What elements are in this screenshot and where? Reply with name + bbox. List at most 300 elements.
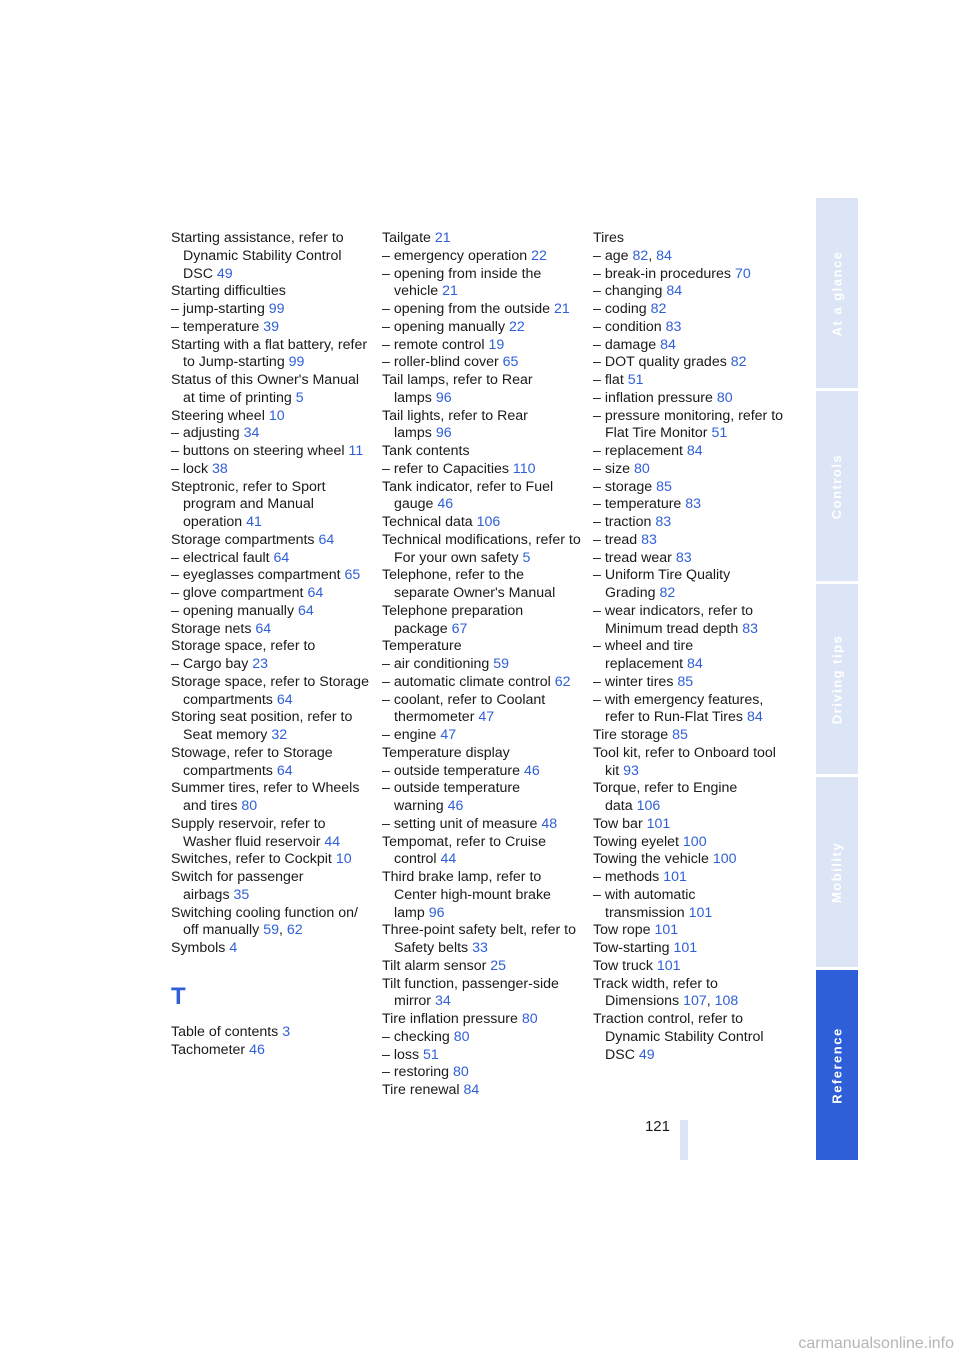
index-term: – traction bbox=[593, 514, 652, 530]
page-reference-link[interactable]: 64 bbox=[273, 549, 290, 566]
sidebar-tab-reference[interactable] bbox=[816, 970, 858, 1160]
index-entry bbox=[171, 603, 371, 621]
index-entry bbox=[171, 940, 371, 958]
index-entry bbox=[171, 479, 371, 532]
page-reference-link[interactable]: 22 bbox=[509, 318, 525, 335]
page-reference-link[interactable]: 101 bbox=[654, 922, 679, 939]
index-entry bbox=[382, 674, 582, 692]
index-term: Status of this Owner's Manual at time of printing bbox=[171, 372, 360, 406]
index-entry bbox=[593, 443, 793, 461]
index-term: – storage bbox=[593, 478, 653, 495]
index-term: Storage compartments bbox=[171, 531, 315, 548]
page-reference-link[interactable]: 83 bbox=[641, 531, 657, 548]
page-reference-link[interactable]: 84 bbox=[746, 709, 763, 726]
page-reference-link[interactable]: 93 bbox=[623, 762, 639, 779]
page-reference-link[interactable]: 84 bbox=[660, 336, 676, 353]
page-reference-link[interactable]: 44 bbox=[440, 851, 457, 868]
page-reference-link[interactable]: 99 bbox=[288, 354, 305, 371]
page-reference-link[interactable]: 82 bbox=[650, 301, 667, 317]
index-entry bbox=[382, 319, 582, 337]
index-term: – DOT quality grades bbox=[593, 354, 727, 371]
page-reference-link[interactable]: 34 bbox=[435, 993, 451, 1010]
page-reference-link[interactable]: 33 bbox=[472, 940, 488, 956]
index-entry bbox=[593, 479, 793, 497]
index-entry bbox=[593, 816, 793, 834]
index-entry bbox=[382, 1064, 582, 1082]
index-term: – size bbox=[593, 460, 631, 477]
index-term: – changing bbox=[593, 283, 663, 300]
index-entry bbox=[593, 532, 793, 550]
page-reference-link[interactable]: 51 bbox=[423, 1046, 439, 1063]
index-entry bbox=[593, 461, 793, 479]
page-reference-link[interactable]: 35 bbox=[233, 886, 250, 903]
index-term: Storing seat position, refer to Seat memory bbox=[171, 709, 353, 743]
page-reference-link[interactable]: 59 bbox=[263, 922, 279, 939]
index-term: – Uniform Tire Quality Grading bbox=[593, 567, 731, 601]
page-reference-link[interactable]: 82 bbox=[632, 247, 649, 264]
index-term: Tank indicator, refer to Fuel gauge bbox=[382, 478, 554, 513]
index-entry bbox=[171, 443, 371, 461]
index-entry bbox=[593, 283, 793, 301]
index-entry bbox=[382, 532, 582, 568]
page-reference-link[interactable]: 39 bbox=[263, 318, 280, 335]
index-entry bbox=[171, 567, 371, 585]
page-reference-link[interactable]: 59 bbox=[493, 656, 509, 672]
page-reference-link[interactable]: 4 bbox=[229, 940, 238, 956]
index-entry bbox=[171, 1024, 371, 1042]
index-entry bbox=[382, 869, 582, 922]
index-entry bbox=[593, 869, 793, 887]
index-entry bbox=[382, 727, 582, 745]
index-entry bbox=[593, 780, 793, 816]
page-reference-link[interactable]: 21 bbox=[442, 283, 458, 300]
index-term: Tail lights, refer to Rear lamps bbox=[382, 407, 528, 442]
index-term: – flat bbox=[593, 372, 624, 388]
page-reference-link[interactable]: 96 bbox=[428, 904, 445, 921]
index-term: Symbols bbox=[171, 940, 226, 956]
index-entry bbox=[593, 301, 793, 319]
index-entry bbox=[593, 958, 793, 976]
index-term: – tread wear bbox=[593, 549, 672, 566]
index-entry bbox=[382, 1011, 582, 1029]
index-entry bbox=[382, 1082, 582, 1100]
index-term: Starting with a flat battery, refer to Jump-starting bbox=[171, 336, 368, 371]
index-term: Tire storage bbox=[593, 727, 669, 743]
index-term: Tow bar bbox=[593, 815, 643, 832]
sidebar-tab-label: Reference bbox=[829, 1026, 845, 1104]
index-entry bbox=[382, 408, 582, 444]
index-entry bbox=[593, 408, 793, 444]
index-entry bbox=[171, 656, 371, 674]
index-term: Tank contents bbox=[382, 443, 470, 459]
index-entry bbox=[382, 816, 582, 834]
page-reference-link[interactable]: 21 bbox=[434, 230, 451, 246]
index-term: Temperature bbox=[382, 638, 462, 655]
page-reference-link[interactable]: 85 bbox=[672, 727, 688, 743]
page-reference-link[interactable]: 10 bbox=[268, 407, 285, 424]
index-term: Tow-starting bbox=[593, 940, 670, 956]
index-term: Switches, refer to Cockpit bbox=[171, 851, 332, 868]
page-reference-link[interactable]: 96 bbox=[435, 425, 452, 442]
index-term: – wheel and tire replacement bbox=[593, 638, 694, 672]
index-entry bbox=[593, 887, 793, 923]
page-reference-link[interactable]: 10 bbox=[335, 851, 352, 868]
page-reference-link[interactable]: 83 bbox=[742, 620, 758, 637]
page-reference-link[interactable]: 41 bbox=[246, 514, 262, 530]
index-term: – damage bbox=[593, 336, 657, 353]
page-reference-link[interactable]: 46 bbox=[523, 762, 540, 779]
index-entry bbox=[593, 266, 793, 284]
index-term: – methods bbox=[593, 869, 660, 885]
index-term: Tire renewal bbox=[382, 1082, 460, 1098]
page-reference-link[interactable]: 101 bbox=[656, 957, 681, 974]
page-reference-link[interactable]: 64 bbox=[276, 691, 293, 708]
index-term: Tilt alarm sensor bbox=[382, 957, 487, 974]
page-reference-link[interactable]: 107 bbox=[683, 993, 707, 1010]
index-term: – checking bbox=[382, 1028, 450, 1045]
index-entry bbox=[171, 425, 371, 443]
index-term: – electrical fault bbox=[171, 549, 270, 566]
page-reference-link[interactable]: 64 bbox=[307, 585, 324, 601]
index-term: – eyeglasses compartment bbox=[171, 567, 341, 584]
index-entry bbox=[382, 567, 582, 603]
index-term: Steptronic, refer to Sport program and Manual operation bbox=[171, 478, 326, 530]
index-term: Tailgate bbox=[382, 230, 431, 246]
page-reference-link[interactable]: 38 bbox=[212, 460, 228, 477]
index-term: Tool kit, refer to Onboard tool kit bbox=[593, 744, 776, 779]
index-entry bbox=[382, 230, 582, 248]
index-entry bbox=[171, 550, 371, 568]
page-reference-link[interactable]: 96 bbox=[435, 389, 452, 406]
index-term: – wear indicators, refer to Minimum tread depth bbox=[593, 602, 754, 637]
index-term: – condition bbox=[593, 318, 662, 335]
index-entry bbox=[171, 372, 371, 408]
index-entry bbox=[382, 780, 582, 816]
index-entry bbox=[382, 763, 582, 781]
page-reference-link[interactable]: 64 bbox=[298, 602, 314, 619]
page-reference-link[interactable]: 80 bbox=[716, 389, 733, 406]
page-reference-link[interactable]: 49 bbox=[638, 1046, 655, 1063]
page-reference-link[interactable]: 80 bbox=[241, 798, 258, 814]
index-term: Tow rope bbox=[593, 922, 651, 939]
index-entry bbox=[382, 692, 582, 728]
page-reference-link[interactable]: 32 bbox=[271, 727, 288, 743]
page-reference-link[interactable]: 84 bbox=[687, 656, 703, 672]
index-term: – remote control bbox=[382, 336, 485, 353]
page-reference-link[interactable]: 101 bbox=[663, 869, 687, 885]
index-entry bbox=[382, 479, 582, 515]
page-reference-link[interactable]: 101 bbox=[688, 904, 713, 921]
page-reference-link[interactable]: 62 bbox=[286, 922, 303, 939]
index-term: Storage space, refer to Storage compartments bbox=[171, 673, 369, 708]
index-entry bbox=[382, 354, 582, 372]
sidebar-tab-driving-tips[interactable] bbox=[816, 584, 858, 774]
index-column-3 bbox=[593, 230, 793, 1064]
page-reference-link[interactable]: 83 bbox=[685, 496, 702, 513]
index-entry bbox=[593, 496, 793, 514]
index-entry bbox=[171, 709, 371, 745]
index-entry bbox=[171, 780, 371, 816]
index-entry bbox=[593, 319, 793, 337]
index-term: – roller-blind cover bbox=[382, 354, 499, 371]
page-reference-link[interactable]: 51 bbox=[711, 425, 728, 442]
page-reference-link[interactable]: 100 bbox=[682, 833, 707, 850]
index-entry bbox=[382, 1047, 582, 1065]
index-entry bbox=[593, 638, 793, 674]
index-entry bbox=[382, 638, 582, 656]
index-term: Third brake lamp, refer to Center high-mount brake lamp bbox=[382, 869, 551, 921]
sidebar-tab-label: Mobility bbox=[829, 841, 845, 903]
page-reference-link[interactable]: 51 bbox=[627, 372, 644, 388]
index-entry bbox=[593, 1011, 793, 1064]
index-term: Telephone preparation package bbox=[382, 602, 524, 637]
index-column-2 bbox=[382, 230, 582, 1100]
page-reference-link[interactable]: 80 bbox=[634, 460, 650, 477]
page-reference-link[interactable]: 83 bbox=[675, 549, 692, 566]
page-reference-link[interactable]: 67 bbox=[451, 620, 468, 637]
index-term: Technical data bbox=[382, 514, 473, 530]
index-entry bbox=[593, 603, 793, 639]
index-entry bbox=[382, 834, 582, 870]
index-term: Technical modifications, refer to For your own safety bbox=[382, 531, 581, 566]
index-entry bbox=[171, 461, 371, 479]
index-term: – loss bbox=[382, 1046, 420, 1063]
sidebar-tab-controls[interactable] bbox=[816, 391, 858, 581]
page-reference-link[interactable]: 101 bbox=[646, 815, 671, 832]
index-entry bbox=[382, 337, 582, 355]
page-reference-link[interactable]: 46 bbox=[447, 798, 464, 814]
page-reference-link[interactable]: 100 bbox=[712, 851, 737, 868]
index-entry bbox=[171, 1042, 371, 1060]
page-reference-link[interactable]: 47 bbox=[440, 727, 457, 743]
index-entry bbox=[593, 550, 793, 568]
page-reference-link[interactable]: 11 bbox=[348, 443, 364, 459]
index-term: – restoring bbox=[382, 1064, 450, 1081]
page-number-bar bbox=[680, 1120, 688, 1160]
index-entry bbox=[593, 390, 793, 408]
index-entry bbox=[593, 354, 793, 372]
index-entry: Track width, refer to Dimensions 107, 108 bbox=[593, 975, 739, 1010]
index-entry bbox=[382, 958, 582, 976]
page-reference-link[interactable]: 65 bbox=[344, 567, 361, 584]
index-term: – temperature bbox=[171, 318, 260, 335]
index-entry bbox=[382, 922, 582, 958]
index-entry bbox=[593, 692, 793, 728]
index-entry bbox=[382, 248, 582, 266]
page-reference-link[interactable]: 64 bbox=[276, 762, 293, 779]
index-term: – opening manually bbox=[382, 318, 506, 335]
index-term: Towing the vehicle bbox=[593, 851, 709, 868]
index-term: Switch for passenger airbags bbox=[171, 869, 304, 903]
index-term: – opening from the outside bbox=[382, 301, 550, 317]
index-entry bbox=[171, 869, 371, 905]
index-entry bbox=[171, 851, 371, 869]
index-term: – with emergency features, refer to Run-Flat Tires bbox=[593, 691, 764, 726]
index-term: Starting difficulties bbox=[171, 283, 286, 300]
page-reference-link[interactable]: 19 bbox=[488, 336, 505, 353]
index-term: – buttons on steering wheel bbox=[171, 443, 345, 459]
page-reference-link[interactable]: 84 bbox=[666, 283, 683, 300]
page-reference-link[interactable]: 84 bbox=[686, 443, 703, 459]
index-term: Table of contents bbox=[171, 1023, 279, 1040]
index-term: Supply reservoir, refer to Washer fluid reservoir bbox=[171, 815, 326, 850]
page-reference-link[interactable]: 99 bbox=[268, 301, 285, 317]
page-reference-link[interactable]: 83 bbox=[665, 318, 682, 335]
index-entry: – age 82, 84 bbox=[593, 247, 672, 264]
page-reference-link[interactable]: 49 bbox=[216, 265, 233, 282]
index-entry bbox=[382, 514, 582, 532]
index-entry bbox=[171, 674, 371, 710]
index-entry bbox=[593, 745, 793, 781]
page-reference-link[interactable]: 85 bbox=[677, 673, 694, 690]
index-term: Tempomat, refer to Cruise control bbox=[382, 833, 547, 868]
index-entry bbox=[593, 940, 793, 958]
index-entry bbox=[593, 514, 793, 532]
page-reference-link[interactable]: 82 bbox=[659, 585, 676, 601]
index-term: – winter tires bbox=[593, 673, 674, 690]
index-entry bbox=[382, 461, 582, 479]
page-reference-link[interactable]: 108 bbox=[714, 993, 739, 1010]
index-term: – outside temperature warning bbox=[382, 780, 521, 814]
page-reference-link[interactable]: 25 bbox=[490, 957, 507, 974]
index-entry bbox=[382, 301, 582, 319]
index-entry bbox=[171, 230, 371, 283]
sidebar-tab-mobility[interactable] bbox=[816, 777, 858, 967]
page-reference-link[interactable]: 46 bbox=[437, 496, 454, 513]
index-term: Three-point safety belt, refer to Safety belts bbox=[382, 922, 576, 956]
index-entry bbox=[171, 585, 371, 603]
index-term: – temperature bbox=[593, 496, 682, 513]
sidebar-tab-label: Controls bbox=[829, 453, 845, 519]
index-term: – break-in procedures bbox=[593, 265, 732, 282]
index-entry bbox=[382, 976, 582, 1012]
sidebar-tab-label: At a glance bbox=[829, 250, 845, 336]
page-reference-link[interactable]: 64 bbox=[255, 620, 272, 637]
index-term: – air conditioning bbox=[382, 656, 490, 672]
index-entry bbox=[382, 1029, 582, 1047]
page-reference-link[interactable]: 5 bbox=[295, 389, 304, 406]
index-entry bbox=[593, 230, 793, 248]
index-term: Tail lamps, refer to Rear lamps bbox=[382, 372, 533, 406]
index-entry bbox=[171, 816, 371, 852]
page-reference-link[interactable]: 101 bbox=[673, 940, 698, 956]
page-number: 121 bbox=[644, 1118, 670, 1135]
index-section-heading: T bbox=[171, 982, 186, 1010]
page-reference-link[interactable]: 64 bbox=[318, 531, 335, 548]
index-entry bbox=[171, 283, 371, 301]
index-entry bbox=[593, 851, 793, 869]
page-reference-link[interactable]: 22 bbox=[531, 247, 547, 264]
page-reference-link[interactable]: 34 bbox=[243, 425, 260, 442]
sidebar-tab-label: Driving tips bbox=[829, 634, 845, 724]
page-reference-link[interactable]: 85 bbox=[656, 478, 672, 495]
page-reference-link[interactable]: 80 bbox=[453, 1028, 470, 1045]
page-reference-link[interactable]: 110 bbox=[512, 460, 536, 477]
index-term: Tilt function, passenger-side mirror bbox=[382, 975, 559, 1010]
index-term: Tow truck bbox=[593, 957, 653, 974]
index-term: Track width, refer to Dimensions bbox=[593, 975, 718, 1010]
page-reference-link[interactable]: 21 bbox=[553, 301, 570, 317]
index-term: Switching cooling function on/ off manually bbox=[171, 904, 358, 939]
index-term: – inflation pressure bbox=[593, 389, 713, 406]
index-term: – with automatic transmission bbox=[593, 886, 696, 921]
index-entry bbox=[171, 638, 371, 656]
section-sidebar bbox=[816, 198, 858, 1160]
index-entry bbox=[382, 443, 582, 461]
index-entry bbox=[171, 532, 371, 550]
page-reference-link[interactable]: 80 bbox=[452, 1064, 469, 1081]
page-reference-link[interactable]: 106 bbox=[476, 514, 501, 530]
page-reference-link[interactable]: 62 bbox=[554, 673, 571, 690]
page-reference-link[interactable]: 23 bbox=[252, 656, 269, 672]
index-entry bbox=[593, 567, 793, 603]
index-term: – opening from inside the vehicle bbox=[382, 265, 542, 300]
index-term: Tires bbox=[593, 230, 625, 246]
page-reference-link[interactable]: 84 bbox=[656, 247, 672, 264]
index-entry bbox=[171, 745, 371, 781]
index-entry bbox=[171, 621, 371, 639]
index-term: Tire inflation pressure bbox=[382, 1011, 518, 1027]
index-term: – setting unit of measure bbox=[382, 815, 538, 832]
index-term: Torque, refer to Engine data bbox=[593, 780, 738, 814]
index-term: Telephone, refer to the separate Owner's Manual bbox=[382, 567, 556, 601]
index-term: – glove compartment bbox=[171, 585, 304, 601]
index-term: – replacement bbox=[593, 443, 683, 459]
index-term: – adjusting bbox=[171, 425, 240, 442]
page-reference-link[interactable]: 46 bbox=[249, 1041, 265, 1058]
index-term: Stowage, refer to Storage compartments bbox=[171, 744, 333, 779]
page-reference-link[interactable]: 3 bbox=[282, 1023, 291, 1040]
index-term: – engine bbox=[382, 727, 437, 743]
index-term: Storage nets bbox=[171, 620, 252, 637]
index-term: Steering wheel bbox=[171, 407, 265, 424]
page-reference-link[interactable]: 84 bbox=[463, 1082, 480, 1098]
page-reference-link[interactable]: 47 bbox=[478, 709, 495, 726]
index-entry bbox=[171, 408, 371, 426]
index-term: Starting assistance, refer to Dynamic Stability Control DSC bbox=[171, 230, 344, 282]
index-entry bbox=[593, 727, 793, 745]
index-column-1 bbox=[171, 230, 371, 1059]
page-reference-link[interactable]: 44 bbox=[324, 833, 341, 850]
index-entry bbox=[382, 603, 582, 639]
index-term: Storage space, refer to bbox=[171, 638, 316, 655]
page-reference-link[interactable]: 70 bbox=[734, 265, 751, 282]
page-reference-link[interactable]: 83 bbox=[655, 514, 672, 530]
index-entry bbox=[171, 337, 371, 373]
index-term: – jump-starting bbox=[171, 301, 265, 317]
page-reference-link[interactable]: 80 bbox=[521, 1011, 538, 1027]
page-reference-link[interactable]: 106 bbox=[636, 798, 661, 814]
index-entry bbox=[382, 656, 582, 674]
index-entry bbox=[382, 266, 582, 302]
page-reference-link[interactable]: 82 bbox=[730, 354, 747, 371]
index-entry bbox=[382, 372, 582, 408]
index-term: Traction control, refer to Dynamic Stability Control DSC bbox=[593, 1011, 764, 1063]
index-term: – emergency operation bbox=[382, 247, 528, 264]
index-entry bbox=[171, 301, 371, 319]
page-reference-link[interactable]: 65 bbox=[502, 354, 519, 371]
page-reference-link[interactable]: 48 bbox=[541, 815, 558, 832]
index-term: – coolant, refer to Coolant thermometer bbox=[382, 691, 546, 726]
page-reference-link[interactable]: 5 bbox=[522, 549, 531, 566]
index-term: – refer to Capacities bbox=[382, 460, 509, 477]
index-term: Towing eyelet bbox=[593, 833, 679, 850]
index-term: – age bbox=[593, 247, 629, 264]
sidebar-tab-at-a-glance[interactable] bbox=[816, 198, 858, 388]
index-term: – automatic climate control bbox=[382, 673, 551, 690]
index-term: – opening manually bbox=[171, 602, 295, 619]
index-entry bbox=[593, 922, 793, 940]
